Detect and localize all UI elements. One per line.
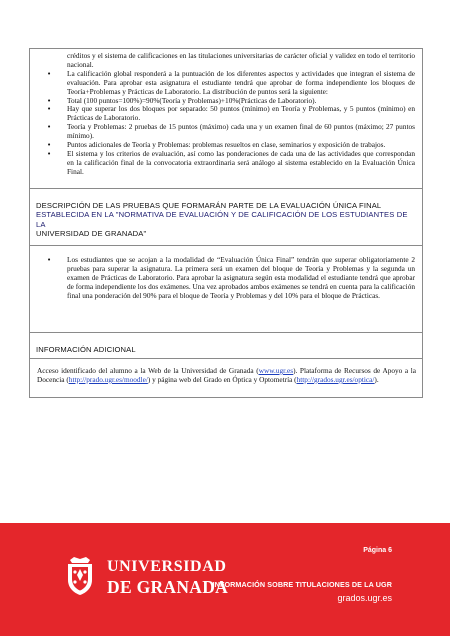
additional-info-heading <box>30 333 422 359</box>
evaluation-criteria-list <box>37 52 415 177</box>
prado-link[interactable]: http://prado.ugr.es/moodle/ <box>68 374 148 384</box>
evaluation-criteria-section <box>30 49 422 189</box>
text-fragment: Acceso identificado del alumno a la Web de la Universidad de Granada ( <box>37 366 259 375</box>
text-fragment: ). <box>374 374 379 384</box>
list-item: • La calificación global responderá a la puntuación de los diferentes aspectos y actividades que integran el sistema de evaluación. Para aprobar esta asignatura el estudiante tendrá que aprobar de forma independiente los bloques de Teoría+Problemas y Prácticas de Laboratorio. La distribución de puntos será la siguiente: <box>67 70 415 97</box>
university-name-line1: UNIVERSIDAD <box>107 558 227 575</box>
list-item: • Puntos adicionales de Teoría y Problemas: problemas resueltos en clase, seminarios y exposición de trabajos. <box>67 141 415 150</box>
document-table <box>29 48 423 398</box>
single-evaluation-section <box>30 246 422 333</box>
list-item: • Teoría y Problemas: 2 pruebas de 15 puntos (máximo) cada una y un examen final de 60 puntos (máximo; 27 puntos mínimo). <box>67 123 415 141</box>
page-number: Página 6 <box>363 547 392 554</box>
text-fragment: ) y página web del Grado en Óptica y Optometría ( <box>147 374 297 384</box>
university-name-line2: DE GRANADA <box>107 577 229 597</box>
coat-of-arms-icon <box>62 554 98 598</box>
footer-info-line: INFORMACIÓN SOBRE TITULACIONES DE LA UGR <box>212 580 392 589</box>
single-evaluation-heading <box>30 189 422 246</box>
heading-line: INFORMACIÓN ADICIONAL <box>36 345 136 354</box>
heading-line: ESTABLECIDA EN LA "NORMATIVA DE EVALUACIÓN Y DE CALIFICACIÓN DE LOS ESTUDIANTES DE LA <box>36 210 408 229</box>
page-footer <box>0 523 450 636</box>
text-fragment: ). Plataforma de Recursos de Apoyo a la Docencia ( <box>37 366 416 384</box>
list-item: créditos y el sistema de calificaciones en las titulaciones universitarias de carácter oficial y validez en todo el territorio nacional. <box>67 51 415 69</box>
ugr-link[interactable]: www.ugr.es <box>258 366 294 375</box>
additional-info-text <box>30 359 422 397</box>
single-evaluation-list <box>37 256 415 301</box>
heading-line: UNIVERSIDAD DE GRANADA" <box>36 228 147 238</box>
list-item: • Los estudiantes que se acojan a la modalidad de “Evaluación Única Final” tendrán que superar obligatoriamente 2 pruebas para superar la asignatura. La primera será un examen del bloque de Teoría y Problemas y la segunda un examen de Prácticas de Laboratorio. Para aprobar la asignatura según esta modalidad el estudiante tendrá que aprobar de forma independiente los dos exámenes. Una vez aprobados ambos exámenes se tendrá en cuenta para la calificación final una ponderación del 90% para el bloque de Teoría y Problemas y del 10% para el bloque de Prácticas. <box>67 256 415 301</box>
heading-line: DESCRIPCIÓN DE LAS PRUEBAS QUE FORMARÁN PARTE DE LA EVALUACIÓN ÚNICA FINAL <box>36 201 382 210</box>
list-item: • El sistema y los criterios de evaluación, así como las ponderaciones de cada una de las actividades que correspondan en la calificación final de la convocatoria extraordinaria será análogo al sistema establecido en la Evaluación Única Final. <box>67 150 415 177</box>
list-item: • Hay que superar los dos bloques por separado: 50 puntos (mínimo) en Teoría y Problemas, y 5 puntos (mínimo) en Prácticas de Laboratorio. <box>67 105 415 123</box>
list-item: • Total (100 puntos=100%)=90%(Teoría y Problemas)+10%(Prácticas de Laboratorio). <box>67 97 415 106</box>
footer-site-link[interactable]: grados.ugr.es <box>337 593 392 603</box>
grados-optica-link[interactable]: http://grados.ugr.es/optica/ <box>296 374 375 384</box>
